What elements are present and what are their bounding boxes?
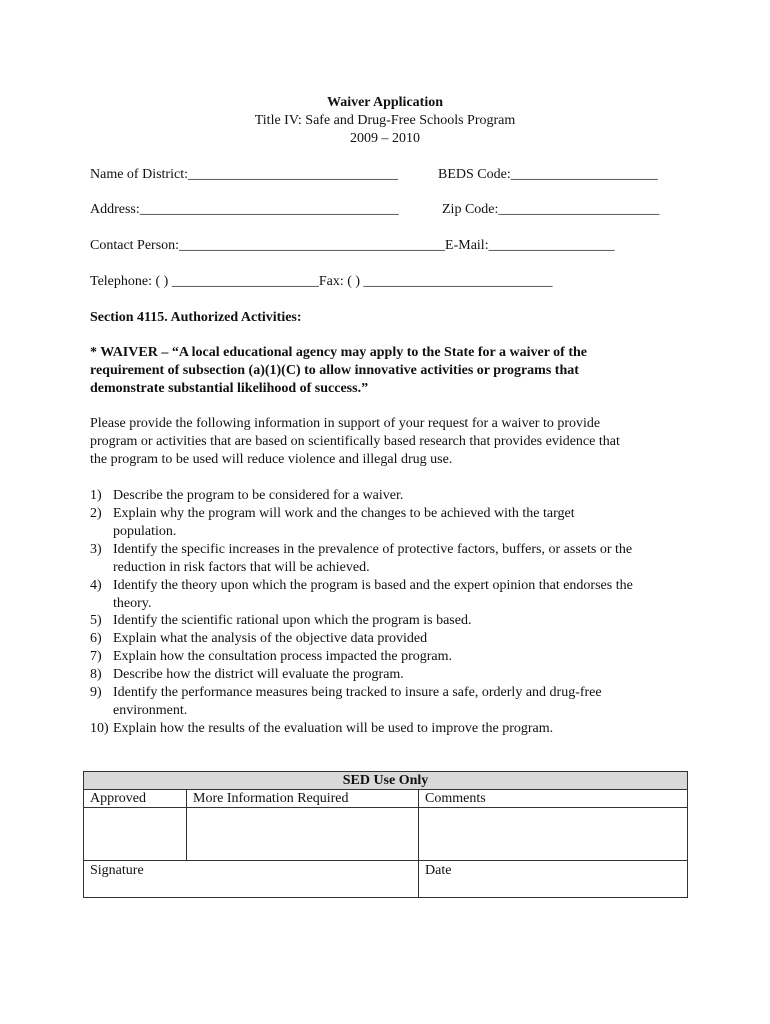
date-cell[interactable] — [419, 861, 688, 898]
approved-label: Approved — [84, 790, 187, 808]
sed-use-only-table — [83, 771, 688, 898]
list-item-text: Describe how the district will evaluate the program. — [113, 667, 404, 682]
list-item-text: theory. — [113, 596, 152, 611]
form-title: Waiver Application — [326, 95, 444, 110]
more-info-label: More Information Required — [187, 790, 419, 808]
list-item-number: 5) — [90, 613, 102, 628]
list-item-number: 1) — [90, 488, 102, 503]
form-subtitle: Title IV: Safe and Drug-Free Schools Program — [254, 113, 516, 128]
list-item-text: Describe the program to be considered for a waiver. — [113, 488, 404, 503]
list-item-text: environment. — [113, 703, 188, 718]
list-item-number: 10) — [90, 721, 109, 736]
intro-line: program or activities that are based on scientifically based research that provides evidence that — [90, 434, 620, 449]
zip-code-field[interactable]: Zip Code:_______________________ — [442, 202, 660, 217]
list-item-text: Explain how the results of the evaluation will be used to improve the program. — [113, 721, 554, 736]
list-item-text: reduction in risk factors that will be achieved. — [113, 560, 370, 575]
list-item-text: Explain why the program will work and the changes to be achieved with the target — [113, 506, 575, 521]
list-item-number: 8) — [90, 667, 102, 682]
list-item-text: Explain what the analysis of the objective data provided — [113, 631, 428, 646]
comments-label: Comments — [419, 790, 688, 808]
date-label: Date — [425, 863, 452, 878]
signature-label: Signature — [90, 863, 144, 878]
beds-code-field[interactable]: BEDS Code:_____________________ — [438, 167, 658, 182]
list-item-number: 4) — [90, 578, 102, 593]
list-item-text: Identify the theory upon which the program is based and the expert opinion that endorses the — [113, 578, 633, 593]
form-year: 2009 – 2010 — [350, 131, 420, 146]
list-item-number: 2) — [90, 506, 102, 521]
list-item-text: Identify the scientific rational upon which the program is based. — [113, 613, 472, 628]
list-item-number: 7) — [90, 649, 102, 664]
signature-cell[interactable] — [84, 861, 419, 898]
waiver-line: * WAIVER – “A local educational agency may apply to the State for a waiver of the — [90, 345, 587, 360]
intro-line: Please provide the following information in support of your request for a waiver to provide — [90, 416, 601, 431]
contact-email-field[interactable]: Contact Person:______________________________________E-Mail:__________________ — [90, 238, 615, 253]
list-item-text: Identify the performance measures being tracked to insure a safe, orderly and drug-free — [113, 685, 602, 700]
intro-line: the program to be used will reduce violence and illegal drug use. — [90, 452, 453, 467]
district-field[interactable]: Name of District:______________________________ — [90, 167, 398, 182]
section-heading: Section 4115. Authorized Activities: — [90, 310, 302, 325]
list-item-text: Explain how the consultation process impacted the program. — [113, 649, 453, 664]
intro-paragraph — [90, 415, 690, 469]
approved-cell[interactable] — [84, 808, 187, 861]
list-item-text: Identify the specific increases in the prevalence of protective factors, buffers, or assets or the — [113, 542, 633, 557]
waiver-quote — [90, 344, 690, 398]
waiver-line: requirement of subsection (a)(1)(C) to allow innovative activities or programs that — [90, 363, 579, 378]
list-item-number: 3) — [90, 542, 102, 557]
list-item-number: 9) — [90, 685, 102, 700]
list-item-number: 6) — [90, 631, 102, 646]
list-item-text: population. — [113, 524, 177, 539]
comments-cell[interactable] — [419, 808, 688, 861]
telephone-fax-field[interactable]: Telephone: ( ) _____________________Fax: ( ) ___________________________ — [90, 274, 553, 289]
address-field[interactable]: Address:_____________________________________ — [90, 202, 399, 217]
more-info-cell[interactable] — [187, 808, 419, 861]
sed-table-title: SED Use Only — [84, 772, 688, 790]
waiver-line: demonstrate substantial likelihood of success.” — [90, 381, 369, 396]
